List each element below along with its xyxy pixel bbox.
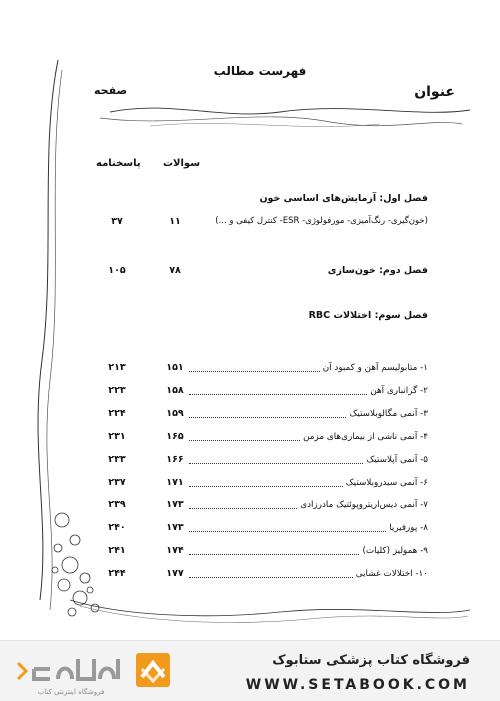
- toc-item-answers-page: ۲۱۳: [108, 362, 126, 373]
- toc-item-label: ۲- گرانباری آهن: [370, 386, 428, 396]
- dot-leader: [189, 571, 353, 578]
- toc-item-answers-page: ۲۳۹: [108, 499, 126, 510]
- toc-row[interactable]: [186, 476, 428, 490]
- toc-item-questions-page: ۱۶۶: [166, 454, 184, 465]
- chapter-1-description: (خون‌گیری- رنگ‌آمیزی- مورفولوژی- ESR- کنترل کیفی و ...): [215, 216, 428, 226]
- toc-item-label: ۱۰- اختلالات غشایی: [355, 569, 428, 579]
- toc-item-questions-page: ۱۷۴: [166, 545, 184, 556]
- dot-leader: [189, 548, 359, 555]
- store-url-link[interactable]: WWW.SETABOOK.COM: [245, 677, 470, 693]
- toc-item-answers-page: ۲۳۷: [108, 477, 126, 488]
- dot-leader: [189, 388, 367, 395]
- toc-item-answers-page: ۲۲۴: [108, 408, 126, 419]
- chapter-2-title: فصل دوم: خون‌سازی: [327, 265, 428, 276]
- dot-leader: [189, 457, 363, 464]
- toc-item-questions-page: ۱۶۵: [166, 431, 184, 442]
- toc-item-label: ۵- آنمی آپلاستیک: [366, 455, 428, 465]
- toc-row[interactable]: [186, 544, 428, 558]
- toc-item-questions-page: ۱۵۸: [166, 385, 184, 396]
- toc-item-label: ۳- آنمی مگالوبلاستیک: [349, 409, 428, 419]
- toc-item-answers-page: ۲۳۱: [108, 431, 126, 442]
- header-title-label: عنوان: [414, 84, 455, 100]
- dot-leader: [189, 502, 297, 509]
- store-footer: [0, 640, 500, 701]
- toc-row[interactable]: [186, 498, 428, 512]
- questions-column-header: سوالات: [163, 158, 201, 169]
- dot-leader: [189, 480, 343, 487]
- chapter-2-questions-page: ۷۸: [169, 265, 181, 276]
- toc-item-label: ۸- پورفیریا: [389, 523, 428, 533]
- toc-row[interactable]: [186, 407, 428, 421]
- toc-item-questions-page: ۱۷۱: [166, 477, 184, 488]
- chapter-3-title: فصل سوم: اختلالات RBC: [308, 310, 428, 321]
- toc-item-questions-page: ۱۷۳: [166, 499, 184, 510]
- toc-item-label: ۹- همولیز (کلیات): [362, 546, 428, 556]
- toc-row[interactable]: [186, 384, 428, 398]
- store-name: فروشگاه کتاب پزشکی ستابوک: [272, 653, 470, 668]
- answers-column-header: پاسخنامه: [96, 158, 141, 169]
- toc-row[interactable]: [186, 567, 428, 581]
- toc-item-answers-page: ۲۴۴: [108, 568, 126, 579]
- toc-item-questions-page: ۱۷۳: [166, 522, 184, 533]
- toc-item-answers-page: ۲۴۱: [108, 545, 126, 556]
- dot-leader: [189, 525, 386, 532]
- toc-item-questions-page: ۱۵۱: [166, 362, 184, 373]
- toc-item-answers-page: ۲۴۰: [108, 522, 126, 533]
- logo-subtitle: فروشگاه اینترنتی کتاب: [37, 688, 105, 696]
- chapter-1-questions-page: ۱۱: [169, 216, 181, 227]
- dot-leader: [189, 434, 300, 441]
- dot-leader: [189, 411, 346, 418]
- toc-item-answers-page: ۲۳۳: [108, 454, 126, 465]
- chapter-1-answers-page: ۳۷: [111, 216, 123, 227]
- toc-row[interactable]: [186, 430, 428, 444]
- toc-row[interactable]: [186, 453, 428, 467]
- toc-row[interactable]: [186, 361, 428, 375]
- header-page-label: صفحه: [94, 84, 128, 97]
- toc-item-label: ۴- آنمی ناشی از بیماری‌های مزمن: [303, 432, 428, 442]
- toc-item-questions-page: ۱۷۷: [166, 568, 184, 579]
- toc-item-answers-page: ۲۲۳: [108, 385, 126, 396]
- toc-item-label: ۱- متابولیسم آهن و کمبود آن: [322, 363, 428, 373]
- toc-item-label: ۶- آنمی سیدروبلاستیک: [345, 478, 428, 488]
- chapter-2-answers-page: ۱۰۵: [108, 265, 126, 276]
- page-title: فهرست مطالب: [213, 64, 307, 78]
- dot-leader: [189, 365, 320, 372]
- toc-row[interactable]: [186, 521, 428, 535]
- toc-item-questions-page: ۱۵۹: [166, 408, 184, 419]
- toc-item-label: ۷- آنمی دیس‌اریتروپوئتیک مادرزادی: [300, 500, 428, 510]
- chapter-1-title: فصل اول: آزمایش‌های اساسی خون: [259, 193, 428, 204]
